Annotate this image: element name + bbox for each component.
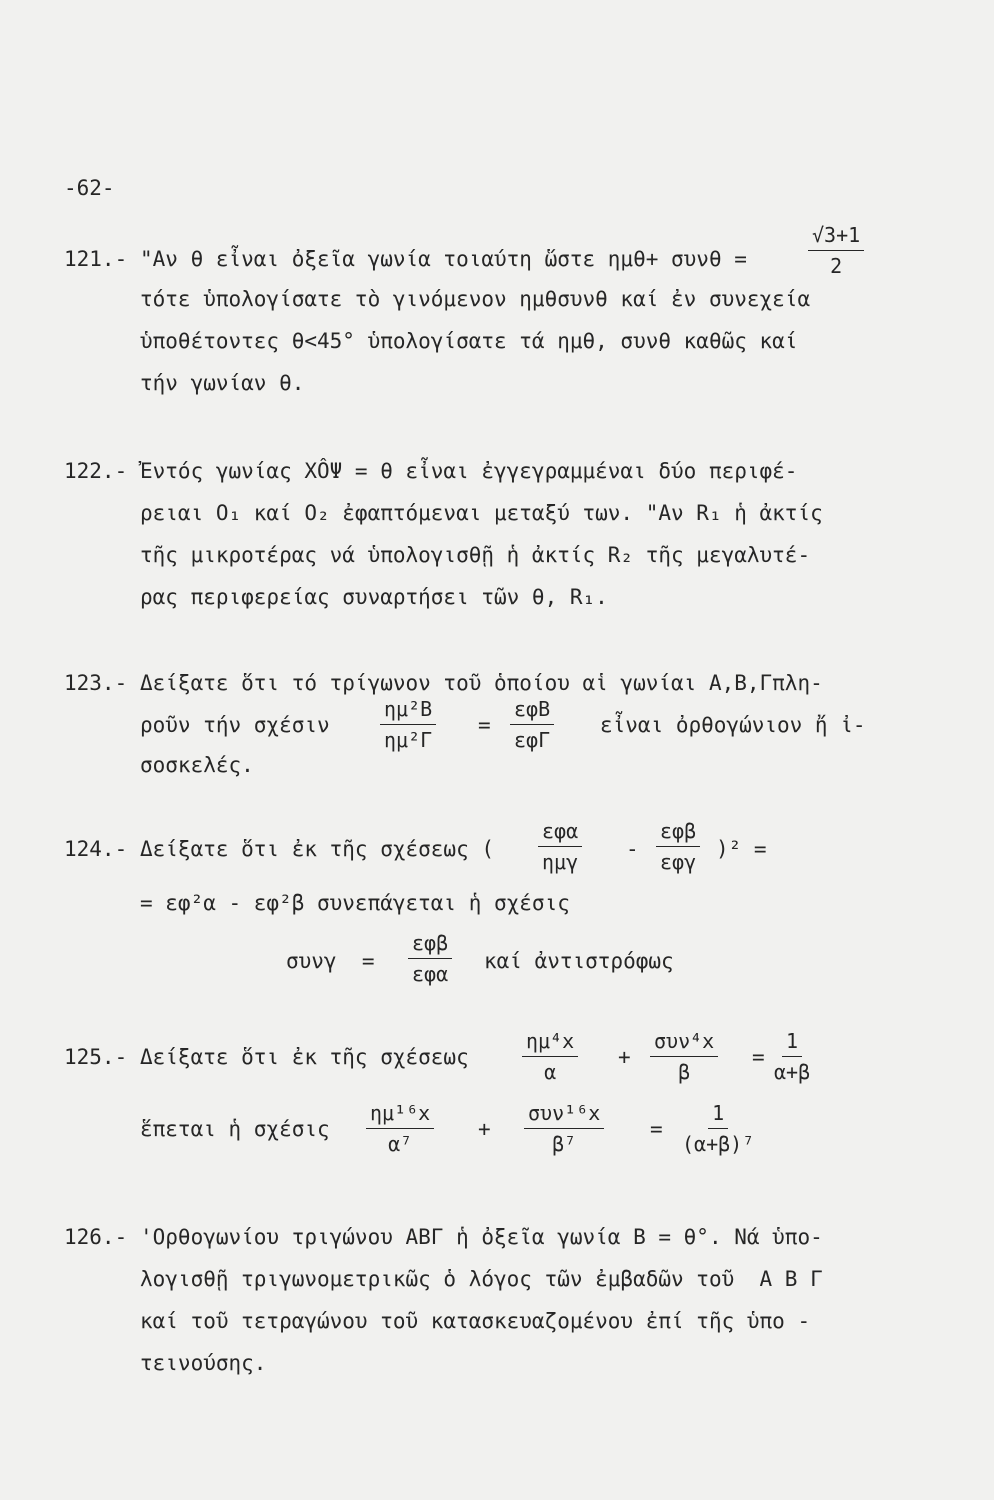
problem-124-line-3b: καί ἀντιστρόφως: [484, 949, 674, 973]
fraction-denominator: εφΓ: [514, 728, 551, 752]
fraction-denominator: (α+β)⁷: [682, 1132, 755, 1156]
problem-124-line-3: συνγ =: [286, 949, 375, 973]
problem-121-line-2: τότε ὑπολογίσατε τὸ γινόμενον ημθσυνθ καί ἐν συνεχεία: [140, 287, 811, 311]
equals-sign: =: [650, 1117, 663, 1141]
equals-sign: =: [478, 713, 491, 737]
problem-125-fraction-2: [650, 1028, 718, 1085]
problem-123-number: 123.-: [64, 671, 128, 695]
fraction-denominator: β⁷: [552, 1132, 577, 1156]
problem-126-number: 126.-: [64, 1225, 128, 1249]
problem-121-line-3: ὑποθέτοντες θ<45° ὑπολογίσατε τά ημθ, συνθ καθῶς καί: [140, 329, 798, 353]
fraction-numerator: εφβ: [408, 930, 452, 959]
fraction-numerator: ημ²Β: [380, 696, 436, 725]
problem-125-fraction-3: [774, 1028, 810, 1085]
fraction-numerator: εφΒ: [510, 696, 554, 725]
problem-122-line-4: ρας περιφερείας συναρτήσει τῶν θ, R₁.: [140, 585, 608, 609]
problem-121-fraction: [808, 222, 864, 279]
problem-125-fraction-4: [366, 1100, 434, 1157]
problem-125-fraction-6: [682, 1100, 754, 1157]
problem-125-number: 125.-: [64, 1045, 128, 1069]
problem-124-number: 124.-: [64, 837, 128, 861]
fraction-denominator: 2: [830, 254, 843, 278]
problem-121-number: 121.-: [64, 247, 128, 271]
minus-sign: -: [626, 837, 639, 861]
fraction-denominator: β: [678, 1060, 691, 1084]
fraction-denominator: εφγ: [660, 850, 697, 874]
fraction-denominator: εφα: [412, 962, 449, 986]
fraction-numerator: ημ¹⁶x: [366, 1100, 434, 1129]
equals-sign: =: [752, 1045, 765, 1069]
problem-123-fraction-2: [510, 696, 554, 753]
problem-122-number: 122.-: [64, 459, 128, 483]
problem-123-line-3: σοσκελές.: [140, 753, 254, 777]
problem-125-line-2: ἕπεται ἡ σχέσις: [140, 1117, 330, 1141]
problem-123-line-2: ροῦν τήν σχέσιν: [140, 713, 330, 737]
fraction-denominator: α: [544, 1060, 557, 1084]
problem-126-line-1: 'Ορθογωνίου τριγώνου ΑΒΓ ἡ ὀξεῖα γωνία Β = θ°. Νά ὑπο-: [140, 1225, 823, 1249]
fraction-denominator: ημγ: [542, 850, 579, 874]
problem-126-line-4: τεινούσης.: [140, 1351, 267, 1375]
problem-125-fraction-1: [522, 1028, 578, 1085]
problem-122-line-1: Ἐντός γωνίας XÔΨ = θ εἶναι ἐγγεγραμμέναι δύο περιφέ-: [140, 459, 798, 483]
problem-123-fraction-1: [380, 696, 436, 753]
fraction-numerator: 1: [708, 1100, 728, 1129]
fraction-numerator: √3+1: [808, 222, 864, 251]
problem-122-line-3: τῆς μικροτέρας νά ὑπολογισθῇ ἡ ἀκτίς R₂ τῆς μεγαλυτέ-: [140, 543, 811, 567]
problem-124-line-1: Δείξατε ὅτι ἐκ τῆς σχέσεως (: [140, 837, 495, 861]
fraction-numerator: εφα: [538, 818, 582, 847]
fraction-numerator: συν⁴x: [650, 1028, 718, 1057]
problem-125-fraction-5: [524, 1100, 604, 1157]
problem-121-line-1: "Αν θ εἶναι ὀξεῖα γωνία τοιαύτη ὥστε ημθ+ συνθ =: [140, 247, 747, 271]
problem-126-line-2: λογισθῇ τριγωνομετρικῶς ὁ λόγος τῶν ἐμβαδῶν τοῦ Α Β Γ: [140, 1267, 823, 1291]
fraction-denominator: ημ²Γ: [384, 728, 433, 752]
problem-124-fraction-1: [538, 818, 582, 875]
problem-121-line-4: τήν γωνίαν θ.: [140, 371, 305, 395]
fraction-denominator: α⁷: [388, 1132, 413, 1156]
problem-122-line-2: ρειαι O₁ καί O₂ ἐφαπτόμεναι μεταξύ των. "Αν R₁ ἡ ἀκτίς: [140, 501, 823, 525]
fraction-numerator: ημ⁴x: [522, 1028, 578, 1057]
problem-124-line-2: = εφ²α - εφ²β συνεπάγεται ἡ σχέσις: [140, 891, 570, 915]
problem-124-line-1b: )² =: [716, 837, 767, 861]
fraction-numerator: συν¹⁶x: [524, 1100, 604, 1129]
plus-sign: +: [478, 1117, 491, 1141]
problem-123-line-2b: εἶναι ὀρθογώνιον ἤ ἰ-: [600, 713, 866, 737]
fraction-numerator: εφβ: [656, 818, 700, 847]
fraction-denominator: α+β: [774, 1060, 811, 1084]
plus-sign: +: [618, 1045, 631, 1069]
problem-123-line-1: Δείξατε ὅτι τό τρίγωνον τοῦ ὁποίου αἱ γωνίαι Α,Β,Γπλη-: [140, 671, 823, 695]
fraction-numerator: 1: [782, 1028, 802, 1057]
problem-126-line-3: καί τοῦ τετραγώνου τοῦ κατασκευαζομένου ἐπί τῆς ὑπο -: [140, 1309, 811, 1333]
problem-124-fraction-3: [408, 930, 452, 987]
problem-124-fraction-2: [656, 818, 700, 875]
page-number: -62-: [64, 176, 115, 200]
problem-125-line-1: Δείξατε ὅτι ἐκ τῆς σχέσεως: [140, 1045, 469, 1069]
